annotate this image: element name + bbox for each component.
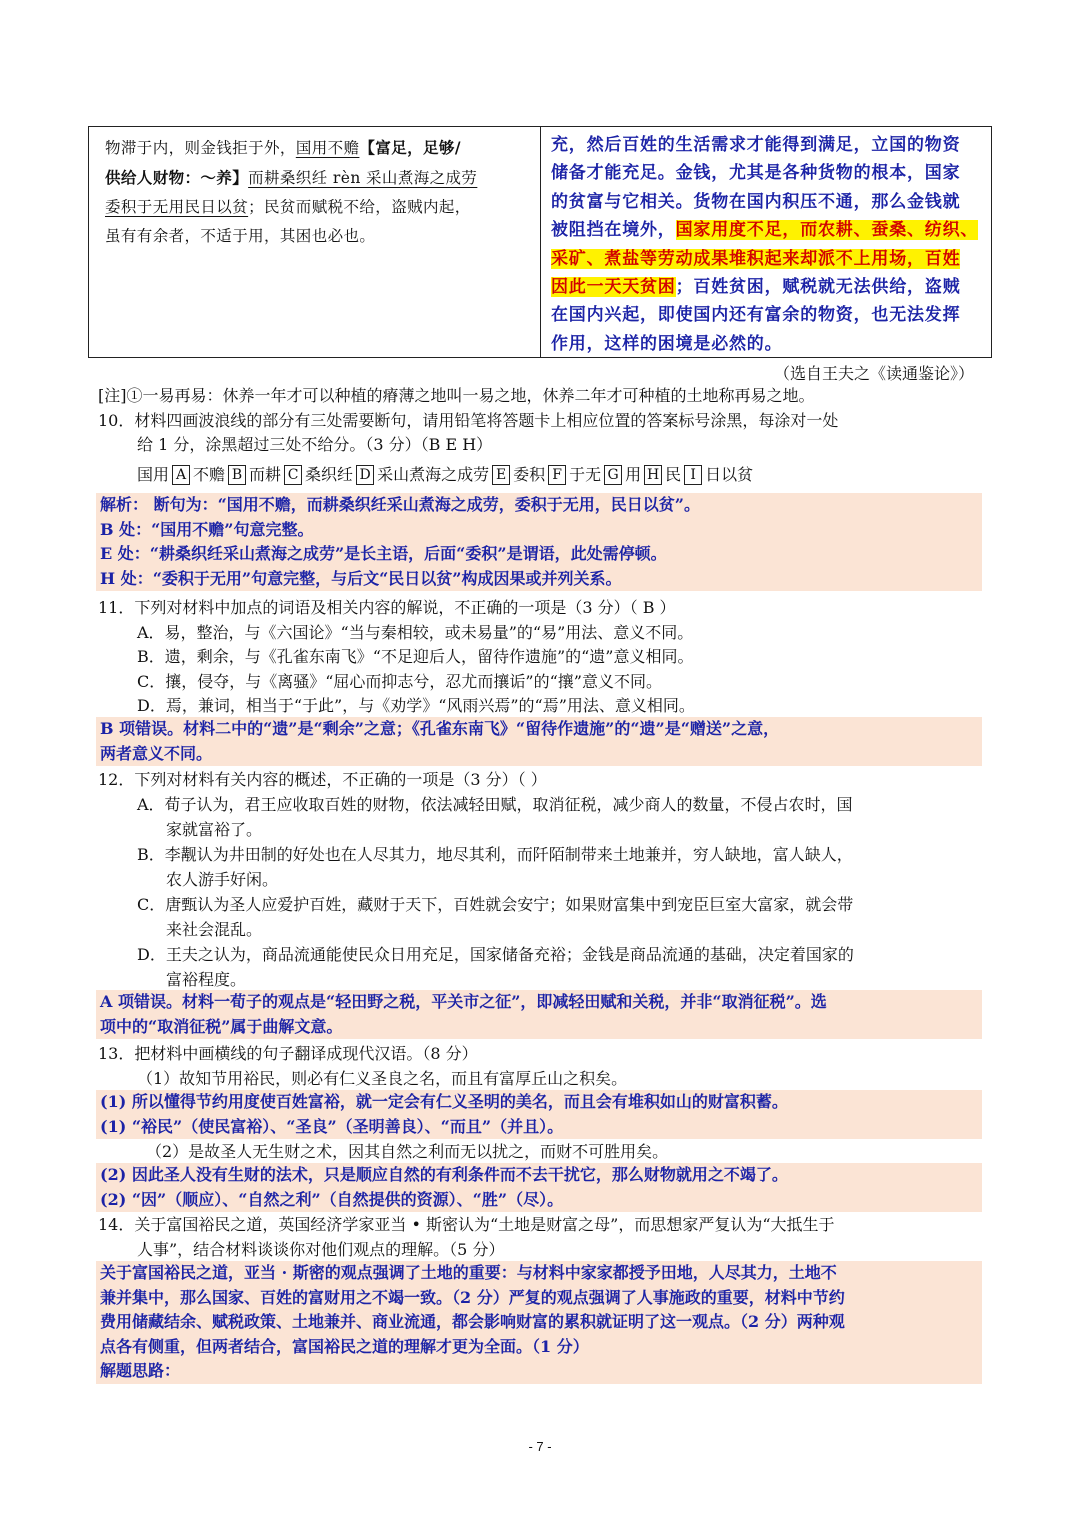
- translation-cell: [541, 127, 991, 357]
- question-13-stem: 13．把材料中画横线的句子翻译成现代汉语。（8 分）: [98, 1044, 478, 1063]
- question-12-option-b-cont: 农人游手好闲。: [166, 870, 279, 889]
- underlined-text: 委积于无用民日以贫: [105, 198, 249, 216]
- answer-line: H 处：“委积于无用”句意完整，与后文“民日以贫”构成因果或并列关系。: [100, 568, 622, 588]
- answer-line: (1) 所以懂得节约用度使百姓富裕，就一定会有仁义圣明的美名，而且会有堆积如山的财富积蓄。: [100, 1092, 788, 1111]
- answer-line: B 项错误。材料二中的“遗”是“剩余”之意；《孔雀东南飞》“留待作遗施”的“遗”是“赠送”之意，: [100, 719, 780, 738]
- translation-line: 储备才能充足。金钱，尤其是各种货物的根本，国家: [551, 163, 961, 184]
- translation-span: 被阻挡在境外，: [551, 220, 676, 241]
- sentence-segment: 委积: [513, 465, 546, 484]
- answer-box-g: G: [604, 465, 622, 485]
- sentence-segment: 桑织纴: [305, 465, 354, 484]
- question-11-option-d: D．焉，兼词，相当于“于此”，与《劝学》“风雨兴焉”的“焉”用法、意义相同。: [137, 696, 695, 715]
- question-12-option-a-cont: 家就富裕了。: [166, 820, 263, 839]
- question-12-stem: 12．下列对材料有关内容的概述，不正确的一项是（3 分）（ ）: [98, 770, 547, 789]
- source-citation: （选自王夫之《读通鉴论》）: [773, 364, 974, 383]
- answer-line: 解析： 断句为：“国用不赡，而耕桑织纴采山煮海之成劳，委积于无用，民日以贫”。: [100, 495, 700, 514]
- question-11-stem: 11．下列对材料中加点的词语及相关内容的解说，不正确的一项是（3 分）（ B ）: [98, 598, 676, 617]
- question-12-option-b: B．李觏认为井田制的好处也在人尽其力，地尽其利，而阡陌制带来土地兼并，穷人缺地，富人缺人，: [137, 845, 853, 864]
- sentence-segment: 国用: [137, 465, 170, 484]
- sentence-segment: 不赡: [193, 465, 226, 484]
- answer-line: 费用储藏结余、赋税政策、土地兼并、商业流通，都会影响财富的累积就证明了这一观点。（2 分）两种观: [100, 1312, 845, 1331]
- question-11-option-c: C．攘，侵夺，与《离骚》“屈心而抑志兮，忍尤而攘诟”的“攘”意义不同。: [137, 672, 662, 691]
- answer-line: (1) “裕民”（使民富裕）、“圣良”（圣明善良）、“而且”（并且）。: [100, 1116, 564, 1136]
- answer-line: (2) “因”（顺应）、“自然之利”（自然提供的资源）、“胜”（尽）。: [100, 1189, 564, 1209]
- answer-box-b: B: [228, 465, 246, 485]
- text-span: ；民贫而赋税不给，盗贼内起，: [248, 198, 471, 216]
- footnote: [注]①一易再易：休养一年才可以种植的瘠薄之地叫一易之地，休养二年才可种植的土地称再易之地。: [98, 386, 815, 405]
- question-11-option-b: B．遗，剩余，与《孔雀东南飞》“不足迎后人，留待作遗施”的“遗”意义相同。: [137, 647, 694, 666]
- answer-line: 解题思路：: [100, 1361, 181, 1380]
- question-12-option-c-cont: 来社会混乱。: [166, 920, 263, 939]
- question-10-answer: [96, 493, 982, 591]
- annotation-text: 【富足，足够/: [359, 138, 461, 157]
- question-12-option-a: A．荀子认为，君王应收取百姓的财物，依法减轻田赋，取消征税，减少商人的数量，不侵占农时，国: [137, 795, 853, 814]
- question-12-option-c: C．唐甄认为圣人应爱护百姓，藏财于天下，百姓就会安宁；如果财富集中到宠臣巨室大富家，就会带: [137, 895, 854, 914]
- question-10-stem: 10．材料四画波浪线的部分有三处需要断句，请用铅笔将答题卡上相应位置的答案标号涂黑，每涂对一处: [98, 411, 839, 430]
- translation-span: ；百姓贫困，赋税就无法供给，盗贼: [675, 277, 961, 298]
- answer-box-a: A: [172, 465, 190, 485]
- translation-line: 作用，这样的困境是必然的。: [551, 333, 783, 354]
- sentence-segment: 民: [665, 465, 682, 484]
- highlighted-text: 因此一天天贫困: [551, 277, 676, 298]
- answer-line: B 处：“国用不赡”句意完整。: [100, 519, 314, 539]
- question-10-sentence: [137, 463, 753, 486]
- answer-line: (2) 因此圣人没有生财的法术，只是顺应自然的有利条件而不去干扰它，那么财物就用之不竭了。: [100, 1165, 788, 1184]
- question-11-option-a: A．易，整治，与《六国论》“当与秦相较，或未易量”的“易”用法、意义不同。: [137, 623, 694, 642]
- question-14-stem: 14．关于富国裕民之道，英国经济学家亚当 • 斯密认为“土地是财富之母”，而思想家严复认为“大抵生于: [98, 1215, 835, 1234]
- highlighted-text: 国家用度不足，而农耕、蚕桑、纺织、: [675, 220, 979, 241]
- question-11-answer: [96, 717, 982, 766]
- text-span: 物滞于内，则金钱拒于外，: [105, 139, 296, 157]
- answer-line: 点各有侧重，但两者结合，富国裕民之道的理解才更为全面。（1 分）: [100, 1336, 589, 1356]
- answer-line: 项中的“取消征税”属于曲解文意。: [100, 1016, 343, 1036]
- question-13-sentence-1: （1）故知节用裕民，则必有仁义圣良之名，而且有富厚丘山之积矣。: [137, 1069, 628, 1088]
- question-13-answer-1: [96, 1090, 982, 1139]
- question-12-answer: [96, 990, 982, 1039]
- question-12-option-d: D．王夫之认为，商品流通能使民众日用充足，国家储备充裕；金钱是商品流通的基础，决定着国家的: [137, 945, 854, 964]
- answer-box-f: F: [548, 465, 566, 485]
- answer-line: 关于富国裕民之道，亚当 · 斯密的观点强调了土地的重要：与材料中家家都授予田地，人尽其力，土地不: [100, 1263, 837, 1282]
- underlined-text: 国用不赡: [295, 139, 360, 157]
- sentence-segment: 而耕: [249, 465, 282, 484]
- answer-box-e: E: [492, 465, 510, 485]
- answer-line: E 处：“耕桑织纴采山煮海之成劳”是长主语，后面“委积”是谓语，此处需停顿。: [100, 544, 667, 563]
- answer-line: 兼并集中，那么国家、百姓的富财用之不竭一致。（2 分）严复的观点强调了人事施政的重要，材料中节约: [100, 1287, 845, 1307]
- sentence-segment: 用: [625, 465, 642, 484]
- answer-box-h: H: [644, 465, 662, 485]
- highlighted-text: 采矿、煮盐等劳动成果堆积起来却派不上用场，百姓: [551, 248, 961, 269]
- annotation-text: 供给人财物：～养】: [105, 168, 249, 187]
- underlined-text: 而耕桑织纴 rèn 采山煮海之成劳: [248, 169, 478, 187]
- answer-box-i: I: [684, 465, 702, 485]
- answer-box-c: C: [284, 465, 302, 485]
- question-12-option-d-cont: 富裕程度。: [166, 970, 247, 989]
- answer-line: A 项错误。材料一荀子的观点是“轻田野之税，平关市之征”，即减轻田赋和关税，并非“取消征税”。选: [100, 992, 827, 1011]
- text-line: 虽有有余者，不适于用，其困也必也。: [105, 227, 376, 245]
- answer-box-d: D: [356, 465, 374, 485]
- original-text-cell: [89, 127, 541, 357]
- question-13-sentence-2: （2）是故圣人无生财之术，因其自然之利而无以扰之，而财不可胜用矣。: [146, 1142, 669, 1161]
- question-14-stem-cont: 人事”，结合材料谈谈你对他们观点的理解。（5 分）: [137, 1240, 505, 1259]
- sentence-segment: 采山煮海之成劳: [377, 465, 490, 484]
- question-13-answer-2: [96, 1163, 982, 1212]
- page-number: - 7 -: [528, 1439, 552, 1454]
- translation-line: 充，然后百姓的生活需求才能得到满足，立国的物资: [551, 135, 961, 155]
- passage-table: [88, 126, 992, 358]
- sentence-segment: 于无: [569, 465, 602, 484]
- question-14-answer: [96, 1261, 982, 1384]
- question-10-stem-cont: 给 1 分，涂黑超过三处不给分。（3 分）（B E H）: [137, 435, 493, 454]
- answer-line: 两者意义不同。: [100, 743, 213, 763]
- translation-line: 在国内兴起，即使国内还有富余的物资，也无法发挥: [551, 305, 961, 326]
- translation-line: 的贫富与它相关。货物在国内积压不通，那么金钱就: [551, 191, 961, 212]
- sentence-segment: 日以贫: [705, 465, 754, 484]
